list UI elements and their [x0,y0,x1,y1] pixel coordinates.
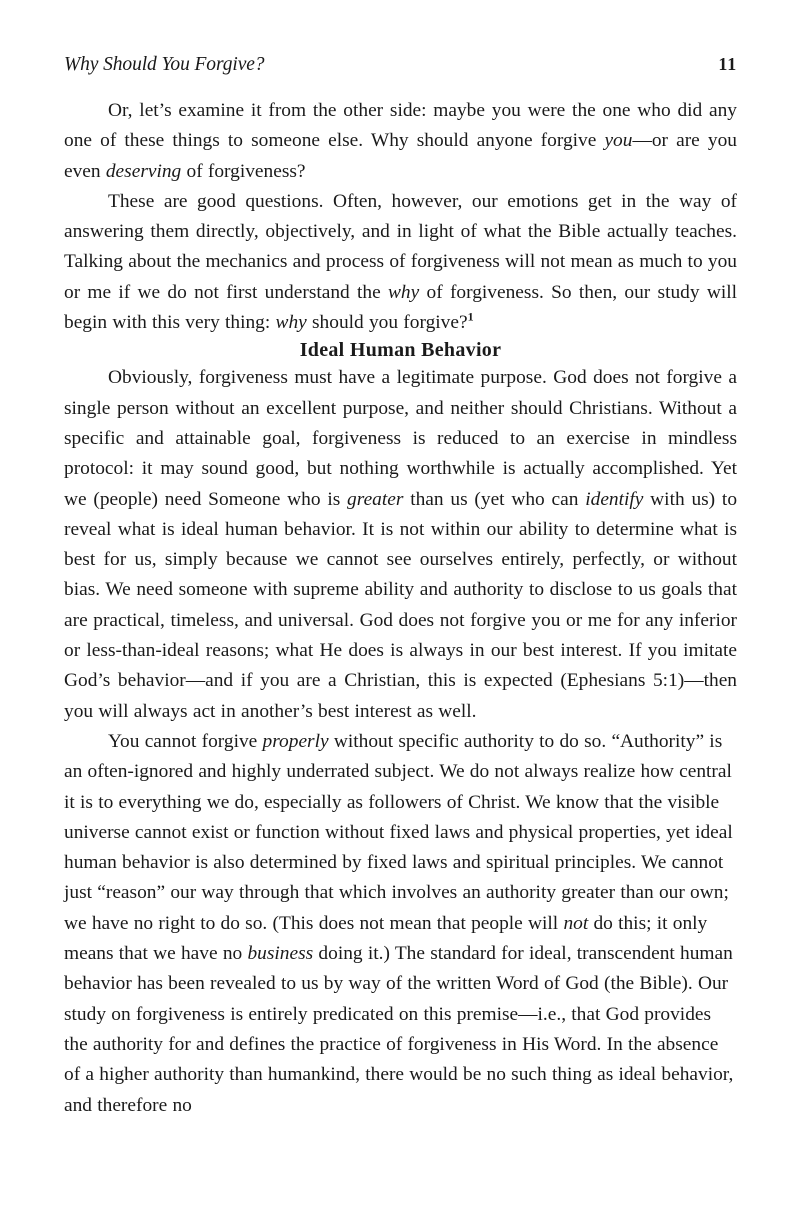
paragraph-4-emphasis-1: properly [262,730,329,752]
paragraph-2-emphasis-1: why [388,281,420,303]
paragraph-1-text-2: —or are you even [64,130,737,182]
paragraph-4-text-4: doing it.) The standard for ideal, transcendent human behavior has been revealed to us by way of the written Word of God (the Bible). Our study on forgiveness is entirely predicated on this premise—i.e., that God provides the authority for and defines the practice of forgiveness in His Word. In the absence of a higher authority than humankind, there would be no such thing as ideal behavior, and therefore no [64,943,734,1116]
paragraph-2 [64,187,737,338]
paragraph-2-emphasis-2: why [275,312,307,334]
paragraph-4-text-1: You cannot forgive [108,730,263,752]
paragraph-4 [64,727,737,1121]
paragraph-3-text-2: than us (yet who can [403,488,586,510]
paragraph-3-text-1: Obviously, forgiveness must have a legitimate purpose. God does not forgive a single person without an excellent purpose, and neither should Christians. Without a specific and attainable goal, forgiveness is reduced to an exercise in mindless protocol: it may sound good, but nothing worthwhile is actually accomplished. Yet we (people) need Someone who is [64,367,737,510]
paragraph-2-text-1: These are good questions. Often, however, our emotions get in the way of answering them directly, objectively, and in light of what the Bible actually teaches. Talking about the mechanics and process of forgiveness will not mean as much to you or me if we do not first understand the [64,190,737,303]
paragraph-4-emphasis-2: not [563,912,589,934]
paragraph-4-emphasis-3: business [247,943,314,965]
paragraph-3-emphasis-2: identify [585,488,644,510]
paragraph-1-emphasis-1: you [604,130,633,152]
paragraph-3-text-3: with us) to reveal what is ideal human behavior. It is not within our ability to determine what is best for us, simply because we cannot see ourselves entirely, perfectly, or without bias. We need someone with supreme ability and authority to disclose to us goals that are practical, timeless, and universal. God does not forgive you or me for any inferior or less-than-ideal reasons; what He does is always in our best interest. If you imitate God’s behavior—and if you are a Christian, this is expected (Ephesians 5:1)—then you will always act in another’s best interest as well. [64,488,738,722]
paragraph-1-text-3: of forgiveness? [181,160,306,182]
paragraph-4-text-2: without specific authority to do so. “Authority” is an often-ignored and highly underrated subject. We do not always realize how central it is to everything we do, especially as followers of Christ. We know that the visible universe cannot exist or function without fixed laws and physical properties, yet ideal human behavior is also determined by fixed laws and spiritual principles. We cannot just “reason” our way through that which involves an authority greater than our own; we have no right to do so. (This does not mean that people will [64,730,733,934]
paragraph-4-text-3: do this; it only means that we have no [64,912,708,965]
footnote-reference-1[interactable]: 1 [467,309,474,324]
paragraph-3 [64,363,737,727]
content-frame [64,54,737,1121]
paragraph-1-emphasis-2: deserving [105,160,182,182]
paragraph-1-text-1: Or, let’s examine it from the other side: maybe you were the one who did any one of these things to someone else. Why should anyone forgive [64,100,737,152]
paragraph-2-text-3: should you forgive? [306,312,468,334]
paragraph-3-emphasis-1: greater [347,488,404,510]
page-number: 11 [718,54,737,74]
paragraph-1 [64,96,737,187]
paragraph-2-text-2: of forgiveness. So then, our study will begin with this very thing: [64,281,737,334]
section-heading: Ideal Human Behavior [299,339,502,362]
running-head [64,54,737,84]
running-head-book-title: Why Should You Forgive? [64,54,265,75]
body-text [64,96,737,1121]
